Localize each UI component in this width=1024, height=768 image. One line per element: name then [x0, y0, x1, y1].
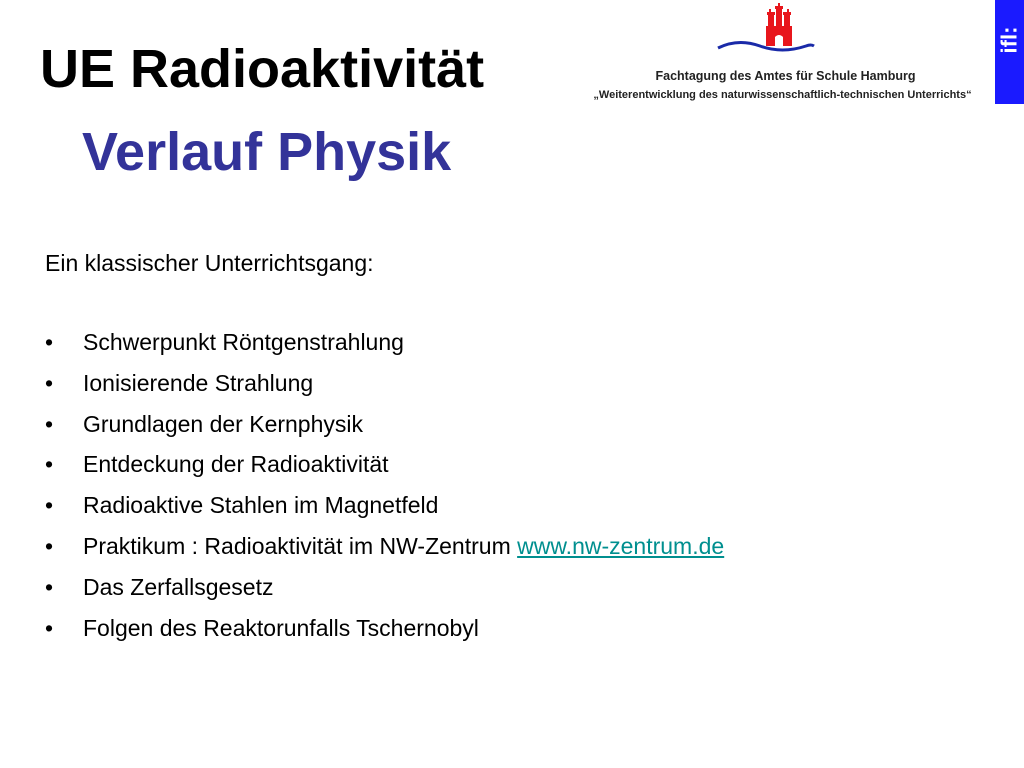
conference-title: Fachtagung des Amtes für Schule Hamburg: [655, 69, 916, 83]
nw-zentrum-link[interactable]: www.nw-zentrum.de: [517, 532, 725, 559]
bullet-label: Ionisierende Strahlung: [83, 369, 314, 396]
bullet-text: [83, 326, 404, 358]
bullet-label: Grundlagen der Kernphysik: [83, 410, 363, 437]
bullet-label: Entdeckung der Radioaktivität: [83, 451, 389, 478]
bullet-dot: •: [45, 369, 54, 396]
ifl-logo-bar: [995, 0, 1024, 104]
bullet-label: Folgen des Reaktorunfalls Tschernobyl: [83, 614, 479, 641]
bullet-dot: •: [45, 532, 54, 559]
bullet-text: [83, 530, 724, 562]
bullet-label: Radioaktive Stahlen im Magnetfeld: [83, 492, 439, 519]
conference-subtitle: „Weiterentwicklung des naturwissenschaftlich-technischen Unterrichts“: [593, 89, 972, 101]
bullet-label: Das Zerfallsgesetz: [83, 573, 274, 600]
bullet-label: Praktikum : Radioaktivität im NW-Zentrum: [83, 532, 518, 559]
bullet-text: [83, 448, 389, 480]
bullet-dot: •: [45, 410, 54, 437]
bullet-dot: •: [45, 492, 54, 519]
bullet-text: [83, 571, 273, 603]
bullet-dot: •: [45, 614, 54, 641]
slide-title: UE Radioaktivität: [40, 39, 485, 99]
bullet-label: Schwerpunkt Röntgenstrahlung: [83, 329, 404, 355]
ifl-logo-text: ifl:: [996, 26, 1022, 54]
slide-subtitle: Verlauf Physik: [82, 122, 452, 182]
hamburg-castle-icon: [716, 2, 816, 58]
bullet-text: [83, 612, 479, 644]
bullet-dot: •: [45, 573, 54, 600]
bullet-text: [83, 367, 313, 399]
bullet-dot: •: [45, 451, 54, 478]
bullet-dot: •: [45, 329, 54, 355]
bullet-text: [83, 408, 363, 440]
bullet-text: [83, 489, 438, 521]
intro-text: Ein klassischer Unterrichtsgang:: [45, 250, 374, 276]
